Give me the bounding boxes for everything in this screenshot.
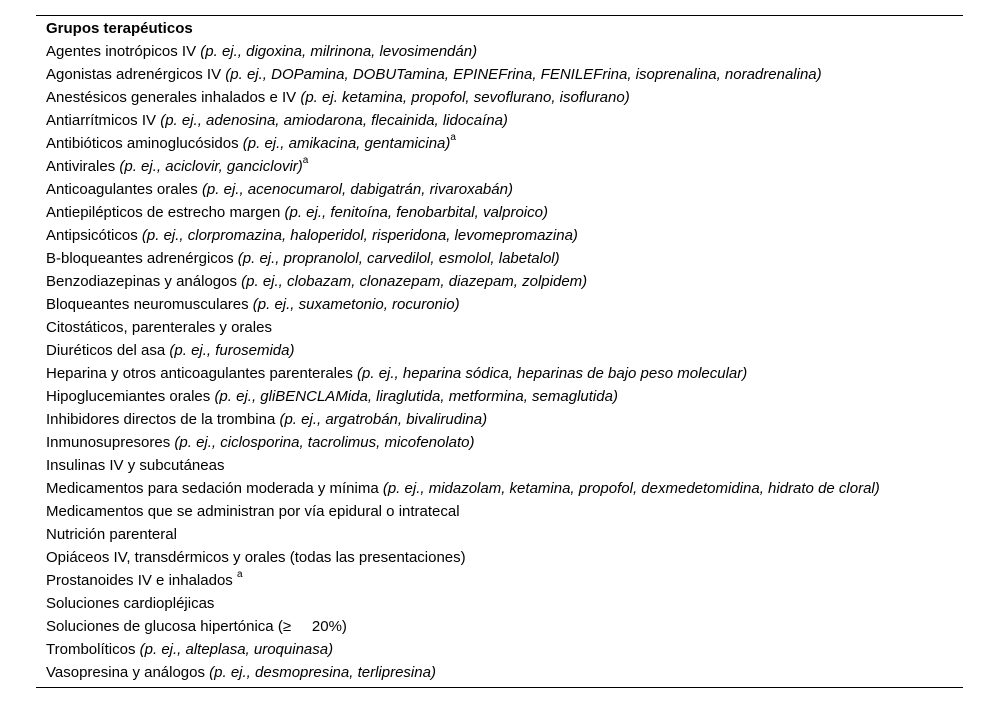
- table-row: [46, 615, 961, 638]
- table-row: [46, 477, 961, 500]
- table-row: [46, 201, 961, 224]
- group-examples: (p. ej., fenitoína, fenobarbital, valproico): [284, 204, 548, 221]
- table-row: [46, 178, 961, 201]
- table-row: [46, 592, 961, 615]
- group-name: Inmunosupresores: [46, 434, 171, 451]
- group-name: Opiáceos IV, transdérmicos y orales (todas las presentaciones): [46, 549, 466, 566]
- table-row: [46, 569, 961, 592]
- group-examples: (p. ej., digoxina, milrinona, levosimendán): [200, 43, 478, 60]
- group-examples: (p. ej., amikacina, gentamicina): [242, 135, 451, 152]
- group-name: Diuréticos del asa: [46, 342, 166, 359]
- table-row: [46, 224, 961, 247]
- group-name: Soluciones cardiopléjicas: [46, 595, 215, 612]
- group-examples: (p. ej., aciclovir, ganciclovir): [119, 158, 303, 175]
- group-name: Bloqueantes neuromusculares: [46, 296, 249, 313]
- table-row: [46, 293, 961, 316]
- table-row: [46, 63, 961, 86]
- group-examples: (p. ej., ciclosporina, tacrolimus, micofenolato): [174, 434, 475, 451]
- table-top-rule: [36, 15, 963, 16]
- table-row: [46, 86, 961, 109]
- group-examples: (p. ej., midazolam, ketamina, propofol, dexmedetomidina, hidrato de cloral): [382, 480, 880, 497]
- group-name: Antiarrítmicos IV: [46, 112, 157, 129]
- group-examples: (p. ej., propranolol, carvedilol, esmolol, labetalol): [237, 250, 560, 267]
- table-row: [46, 155, 961, 178]
- footnote-marker: a: [302, 155, 309, 166]
- table-row: [46, 40, 961, 63]
- group-examples: (p. ej., gliBENCLAMida, liraglutida, metformina, semaglutida): [214, 388, 618, 405]
- group-name: Antiepilépticos de estrecho margen: [46, 204, 281, 221]
- group-examples: (p. ej., furosemida): [169, 342, 295, 359]
- group-name: Medicamentos para sedación moderada y mínima: [46, 480, 379, 497]
- table-row: [46, 661, 961, 684]
- group-name: Antipsicóticos: [46, 227, 138, 244]
- table-row: [46, 431, 961, 454]
- group-examples: (p. ej., desmopresina, terlipresina): [209, 664, 436, 681]
- table-row: [46, 362, 961, 385]
- table-row: [46, 546, 961, 569]
- group-examples: (p. ej., clobazam, clonazepam, diazepam, zolpidem): [241, 273, 588, 290]
- group-examples: (p. ej., alteplasa, uroquinasa): [139, 641, 334, 658]
- table-row: [46, 132, 961, 155]
- group-name: Hipoglucemiantes orales: [46, 388, 211, 405]
- table-row: [46, 270, 961, 293]
- table-row: [46, 638, 961, 661]
- table-row: [46, 339, 961, 362]
- group-name: Insulinas IV y subcutáneas: [46, 457, 225, 474]
- group-examples: (p. ej., heparina sódica, heparinas de bajo peso molecular): [357, 365, 748, 382]
- group-name: Citostáticos, parenterales y orales: [46, 319, 272, 336]
- group-examples: (p. ej. ketamina, propofol, sevoflurano, isoflurano): [300, 89, 630, 106]
- table-row: [46, 316, 961, 339]
- group-name: Inhibidores directos de la trombina: [46, 411, 276, 428]
- group-examples: (p. ej., acenocumarol, dabigatrán, rivaroxabán): [201, 181, 513, 198]
- group-name: Agonistas adrenérgicos IV: [46, 66, 222, 83]
- group-name: Prostanoides IV e inhalados: [46, 572, 233, 589]
- therapeutic-groups-table: [46, 17, 961, 684]
- group-name: Antibióticos aminoglucósidos: [46, 135, 239, 152]
- group-name: Soluciones de glucosa hipertónica (≥ 20%): [46, 618, 347, 635]
- group-name: Heparina y otros anticoagulantes parenterales: [46, 365, 353, 382]
- group-name: Agentes inotrópicos IV: [46, 43, 197, 60]
- group-examples: (p. ej., suxametonio, rocuronio): [252, 296, 460, 313]
- table-row: [46, 500, 961, 523]
- group-name: Vasopresina y análogos: [46, 664, 205, 681]
- group-examples: (p. ej., DOPamina, DOBUTamina, EPINEFrina, FENILEFrina, isoprenalina, noradrenalina): [225, 66, 822, 83]
- group-name: Anticoagulantes orales: [46, 181, 198, 198]
- table-row: [46, 454, 961, 477]
- table-row: [46, 109, 961, 132]
- group-examples: (p. ej., adenosina, amiodarona, flecainida, lidocaína): [160, 112, 508, 129]
- group-name: Medicamentos que se administran por vía epidural o intratecal: [46, 503, 460, 520]
- group-name: B-bloqueantes adrenérgicos: [46, 250, 234, 267]
- group-name: Anestésicos generales inhalados e IV: [46, 89, 297, 106]
- table-row: [46, 523, 961, 546]
- group-examples: (p. ej., argatrobán, bivalirudina): [279, 411, 488, 428]
- group-name: Nutrición parenteral: [46, 526, 177, 543]
- footnote-marker: a: [236, 569, 243, 580]
- group-examples: (p. ej., clorpromazina, haloperidol, risperidona, levomepromazina): [141, 227, 578, 244]
- group-name: Benzodiazepinas y análogos: [46, 273, 237, 290]
- group-name: Antivirales: [46, 158, 116, 175]
- group-name: Trombolíticos: [46, 641, 136, 658]
- table-row: [46, 408, 961, 431]
- table-row: [46, 247, 961, 270]
- table-bottom-rule: [36, 687, 963, 688]
- table-row: [46, 385, 961, 408]
- footnote-marker: a: [450, 132, 456, 143]
- table-header: Grupos terapéuticos: [46, 20, 193, 37]
